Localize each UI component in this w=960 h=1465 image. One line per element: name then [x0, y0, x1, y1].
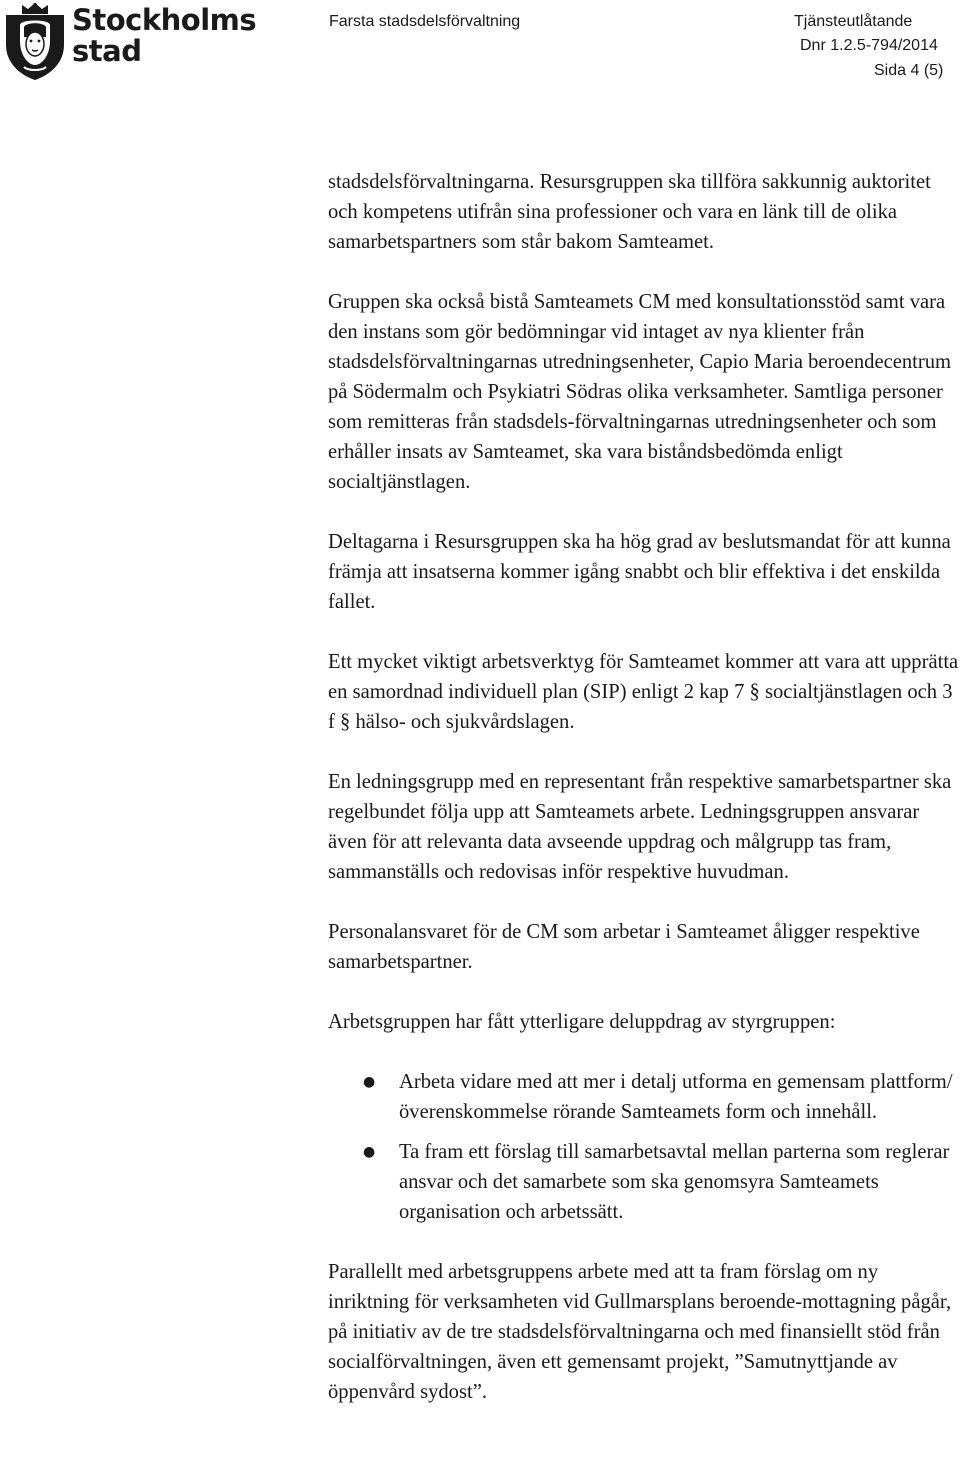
paragraph: Deltagarna i Resursgruppen ska ha hög grad av beslutsmandat för att kunna främja att insatserna kommer igång snabbt och blir effektiva i det enskilda fallet. — [328, 531, 951, 613]
stockholm-crest-icon — [2, 1, 68, 81]
paragraph: En ledningsgrupp med en representant från respektive samarbetspartner ska regelbundet följa upp att Samteamets arbete. Ledningsgruppen ansvarar även för att relevanta data avseende uppdrag och målgrupp tas fram, sammanställs och redovisas inför respektive huvudman. — [328, 771, 952, 883]
paragraph: Parallellt med arbetsgruppens arbete med att ta fram förslag om ny inriktning för verksamheten vid Gullmarsplans beroende-mottagning pågår, på initiativ av de tre stadsdelsförvaltningarna och med finansiellt stöd från socialförvaltningen, även ett gemensamt projekt, ”Samutnyttjande av öppenvård sydost”. — [328, 1261, 952, 1403]
list-item-text: Ta fram ett förslag till samarbetsavtal mellan parterna som reglerar ansvar och det samarbete som ska genomsyra Samteamets organisation och arbetssätt. — [399, 1141, 950, 1223]
paragraph: Gruppen ska också bistå Samteamets CM med konsultationsstöd samt vara den instans som gör bedömningar vid intaget av nya klienter från stadsdelsförvaltningarnas utredningsenheter, Capio Maria beroendecentrum på Södermalm och Psykiatri Södras olika verksamheter. Samtliga personer som remitteras från stadsdels-förvaltningarnas utredningsenheter och som erhåller insats av Samteamet, ska vara biståndsbedömda enligt socialtjänstlagen. — [328, 291, 952, 493]
bullet-list — [328, 1067, 960, 1227]
paragraph: Arbetsgruppen har fått ytterligare deluppdrag av styrgruppen: — [328, 1011, 836, 1033]
paragraph: stadsdelsförvaltningarna. Resursgruppen ska tillföra sakkunnig auktoritet och kompetens utifrån sina professioner och vara en länk till de olika samarbetspartners som står bakom Samteamet. — [328, 171, 931, 253]
list-item — [328, 1137, 960, 1227]
paragraph: Personalansvaret för de CM som arbetar i Samteamet åligger respektive samarbetspartner. — [328, 921, 920, 973]
list-item — [328, 1067, 960, 1127]
bullet-icon: ● — [363, 1144, 376, 1160]
paragraph: Ett mycket viktigt arbetsverktyg för Samteamet kommer att vara att upprätta en samordnad individuell plan (SIP) enligt 2 kap 7 § socialtjänstlagen och 3 f § hälso- och sjukvårdslagen. — [328, 651, 959, 733]
header-reference-number: Dnr 1.2.5-794/2014 — [800, 37, 938, 54]
bullet-icon: ● — [363, 1074, 376, 1090]
stockholms-stad-logo — [2, 1, 257, 83]
header-organization: Farsta stadsdelsförvaltning — [329, 13, 521, 30]
header-document-type: Tjänsteutlåtande — [794, 13, 913, 30]
list-item-text: Arbeta vidare med att mer i detalj utforma en gemensam plattform/överenskommelse rörande Samteamets form och innehåll. — [399, 1071, 953, 1123]
logo-wordmark — [72, 5, 256, 67]
document-body — [328, 167, 960, 1437]
logo-line-2: stad — [72, 34, 142, 68]
header-page-number: Sida 4 (5) — [874, 62, 944, 79]
logo-line-1: Stockholms — [72, 3, 257, 37]
